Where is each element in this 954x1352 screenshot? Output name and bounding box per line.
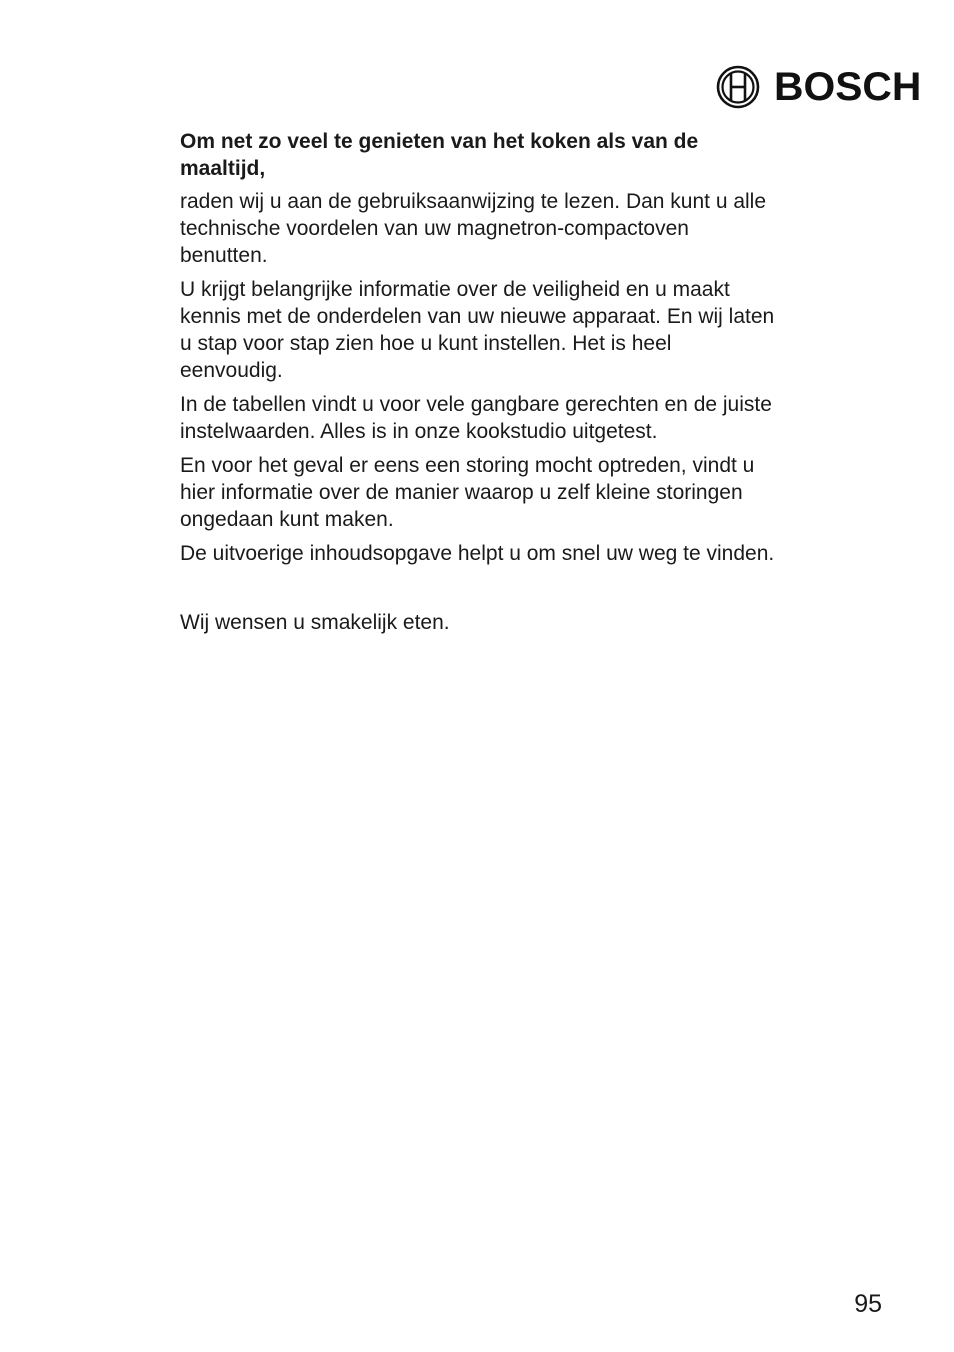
intro-text [180,128,780,643]
intro-paragraph: De uitvoerige inhoudsopgave helpt u om snel uw weg te vinden. [180,542,775,565]
intro-heading: Om net zo veel te genieten van het koken als van de maaltijd, [180,130,699,180]
closing-line: Wij wensen u smakelijk eten. [180,611,450,634]
brand-logo [716,64,922,110]
intro-paragraph: En voor het geval er eens een storing mocht optreden, vindt u hier informatie over de manier waarop u zelf kleine storingen ongedaan kunt maken. [180,454,755,531]
intro-paragraph: U krijgt belangrijke informatie over de veiligheid en u maakt kennis met de onderdelen van uw nieuwe apparaat. En wij laten u stap voor stap zien hoe u kunt instellen. Het is heel eenvoudig. [180,278,775,382]
intro-paragraph: raden wij u aan de gebruiksaanwijzing te lezen. Dan kunt u alle technische voordelen van uw magnetron-compactoven benutten. [180,190,767,267]
page-number: 95 [854,1290,882,1318]
bosch-armature-icon [716,65,760,109]
brand-name: BOSCH [774,65,922,109]
intro-paragraph: In de tabellen vindt u voor vele gangbare gerechten en de juiste instelwaarden. Alles is in onze kookstudio uitgetest. [180,393,772,443]
